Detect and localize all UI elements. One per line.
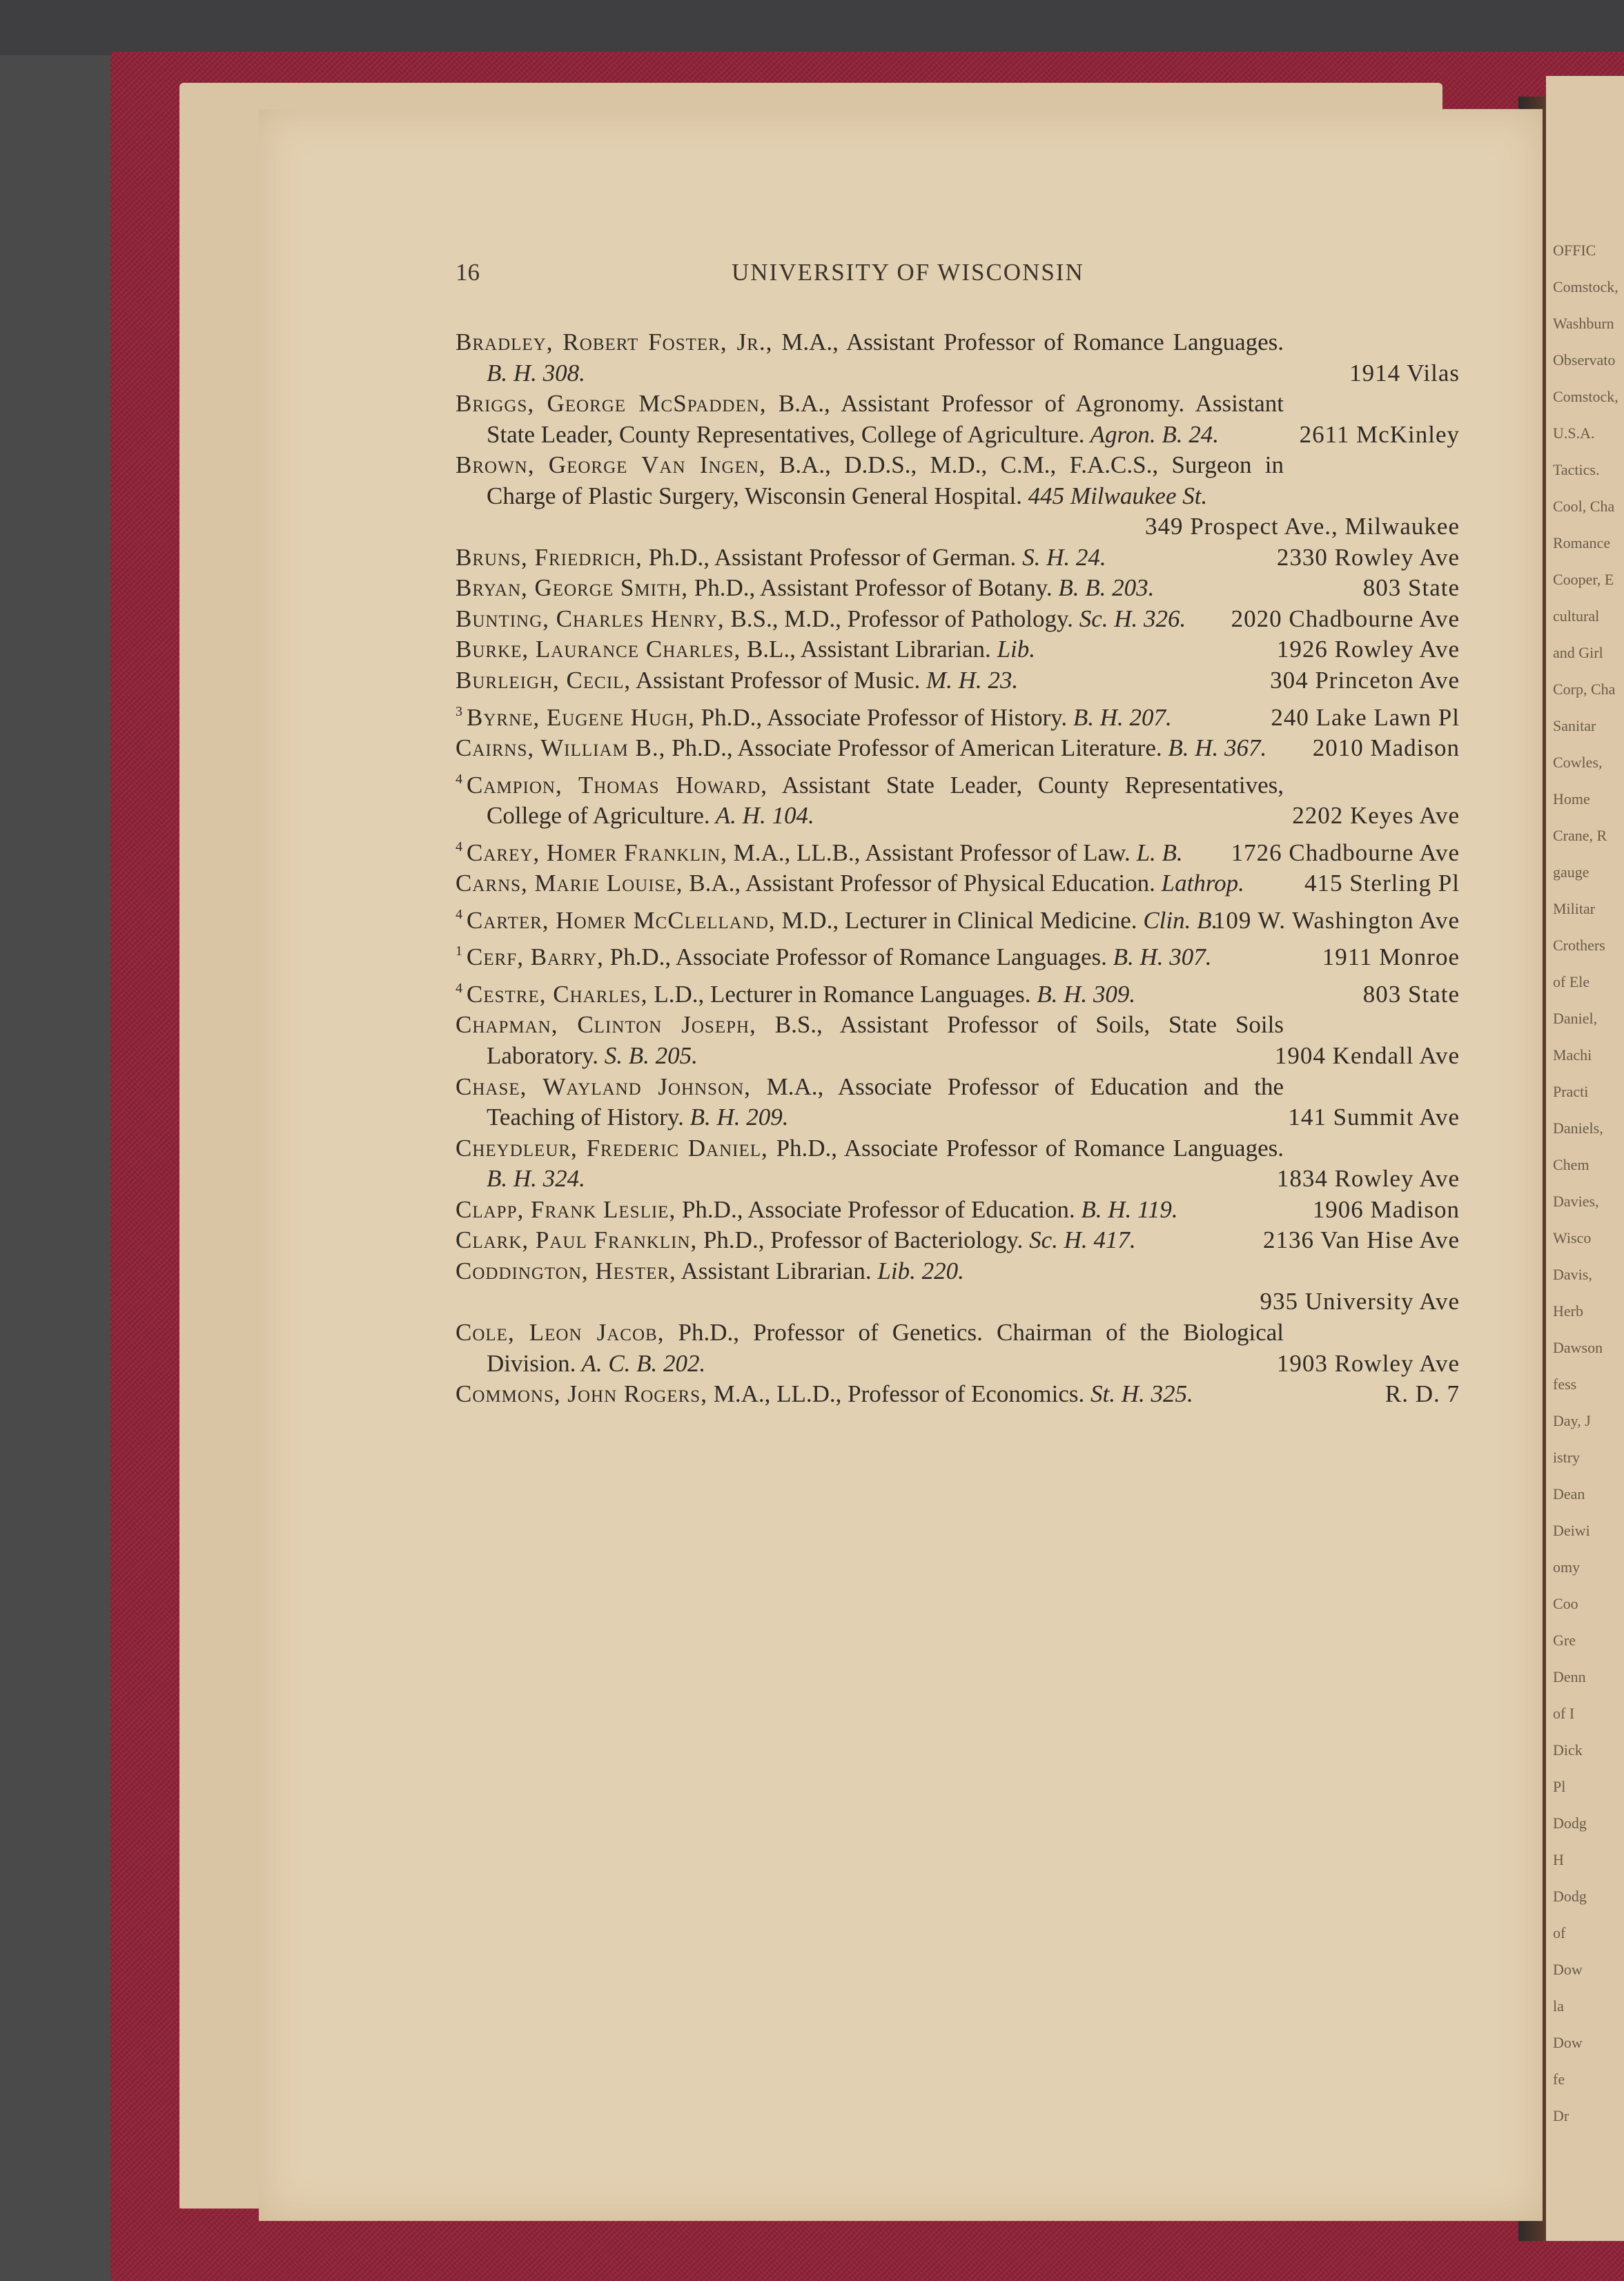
entry-title: Ph.D., Assistant Professor of German. (642, 543, 1017, 571)
directory-entry (456, 1379, 1460, 1410)
entry-name: Byrne, Eugene Hugh, (467, 703, 695, 731)
directory-entry (456, 634, 1460, 665)
directory-entry (456, 1225, 1460, 1256)
entry-title: M.A., Assistant Professor of Romance Languages. (772, 329, 1284, 355)
entry-address: 109 W. Washington Ave (1213, 906, 1460, 934)
facing-page-fragment: OFFIC (1553, 242, 1596, 259)
facing-page-fragment: Daniels, (1553, 1119, 1603, 1137)
running-title: UNIVERSITY OF WISCONSIN (732, 259, 1084, 286)
entry-title: Assistant State Leader, County Representatives, College of Agriculture. (487, 771, 1284, 830)
entry-office: B. H. 308. (487, 359, 585, 386)
entry-office: Lib. (990, 636, 1036, 663)
entry-address: 2010 Madison (1312, 734, 1460, 762)
entry-title: B.L., Assistant Librarian. (741, 636, 991, 663)
entry-description (456, 1256, 1284, 1287)
facing-page-fragment: Romance (1553, 534, 1611, 551)
entry-name: Cestre, Charles, (467, 980, 648, 1008)
facing-page-fragment: Davies, (1553, 1193, 1599, 1210)
entry-title: B.A., D.D.S., M.D., C.M., F.A.C.S., Surgeon in Charge of Plastic Surgery, Wisconsin General Hospital. (487, 451, 1284, 509)
directory-entry (456, 868, 1460, 899)
entry-office: B. B. 203. (1052, 574, 1155, 602)
entry-address: 415 Sterling Pl (1304, 870, 1460, 897)
entry-address: 349 Prospect Ave., Milwaukee (1144, 513, 1460, 540)
facing-page-fragment: Tactics. (1553, 461, 1600, 478)
directory-entry (456, 832, 1460, 869)
entry-title: M.A., LL.B., Assistant Professor of Law. (727, 839, 1131, 866)
facing-page-fragment: Corp, Cha (1553, 681, 1616, 698)
entry-name: Chase, Wayland Johnson, (456, 1073, 751, 1100)
facing-page-fragment: Comstock, (1553, 278, 1618, 295)
directory-entry (456, 899, 1460, 937)
entry-name: Bradley, Robert Foster, Jr., (456, 329, 773, 355)
entry-address: 1903 Rowley Ave (1276, 1349, 1460, 1377)
page-header (456, 259, 1456, 293)
facing-page-fragment: istry (1553, 1449, 1581, 1466)
entry-office: B. H. 307. (1106, 943, 1212, 971)
footnote-mark: 4 (456, 771, 462, 787)
directory-entry (456, 327, 1460, 389)
entry-description (456, 832, 1284, 869)
entry-office: A. H. 104. (710, 802, 814, 830)
directory-entry (456, 1318, 1460, 1379)
entry-description (456, 389, 1284, 450)
entry-name: Coddington, Hester, (456, 1257, 676, 1284)
facing-page-fragment: Dean (1553, 1485, 1585, 1502)
entry-description (456, 899, 1284, 937)
entry-title: Ph.D., Associate Professor of American Literature. (665, 734, 1162, 762)
entry-title: Ph.D., Associate Professor of Romance Languages. (603, 943, 1107, 971)
facing-page-fragment: Dodg (1553, 1814, 1587, 1832)
scanner-background (0, 0, 1624, 55)
entry-title: B.A., Assistant Professor of Physical Education. (683, 870, 1155, 897)
facing-page-fragment: Home (1553, 790, 1590, 807)
entry-office: B. H. 119. (1075, 1195, 1178, 1223)
facing-page-fragment: omy (1553, 1558, 1581, 1576)
facing-page-fragment: H (1553, 1851, 1564, 1868)
entry-name: Cairns, William B., (456, 734, 666, 762)
directory-entry (456, 1010, 1460, 1071)
entry-address: 2136 Van Hise Ave (1263, 1226, 1460, 1254)
entry-description (456, 973, 1284, 1010)
entry-title: M.D., Lecturer in Clinical Medicine. (775, 906, 1137, 934)
facing-page-fragment: fess (1553, 1376, 1577, 1393)
entry-office: B. H. 324. (487, 1165, 585, 1193)
faculty-directory (456, 327, 1460, 1410)
facing-page-fragment: cultural (1553, 607, 1600, 625)
entry-name: Bryan, George Smith, (456, 574, 688, 602)
entry-address: 803 State (1362, 574, 1460, 602)
entry-name: Burke, Laurance Charles, (456, 636, 741, 663)
entry-description (456, 327, 1284, 389)
facing-page-fragment: Cowles, (1553, 754, 1603, 771)
entry-description (456, 1225, 1284, 1256)
facing-page-fragment: Cool, Cha (1553, 498, 1615, 515)
entry-title: Ph.D., Associate Professor of Romance Languages. (767, 1134, 1284, 1162)
entry-title: M.A., Associate Professor of Education and the Teaching of History. (487, 1073, 1284, 1131)
entry-office: B. H. 209. (683, 1104, 789, 1131)
footnote-mark: 4 (456, 839, 462, 854)
entry-name: Clapp, Frank Leslie, (456, 1195, 676, 1223)
entry-office: A. C. B. 202. (576, 1349, 706, 1377)
facing-page-fragment: of Ele (1553, 973, 1590, 990)
entry-office: Sc. H. 326. (1073, 605, 1186, 632)
entry-name: Campion, Thomas Howard, (467, 771, 767, 799)
facing-page-fragment: Day, J (1553, 1412, 1591, 1429)
facing-page-fragment: gauge (1553, 863, 1589, 881)
entry-description (456, 542, 1284, 574)
entry-office: S. H. 24. (1016, 543, 1106, 571)
entry-name: Clark, Paul Franklin, (456, 1226, 698, 1254)
entry-title: Ph.D., Professor of Bacteriology. (697, 1226, 1024, 1254)
entry-address: 141 Summit Ave (1288, 1104, 1460, 1131)
entry-office: Sc. H. 417. (1023, 1226, 1136, 1254)
facing-page-fragment: Crane, R (1553, 827, 1607, 844)
facing-page-fragment: Herb (1553, 1302, 1583, 1320)
facing-page-fragment: Machi (1553, 1046, 1592, 1064)
entry-description (456, 1010, 1284, 1071)
directory-entry (456, 733, 1460, 764)
entry-description (456, 733, 1284, 764)
entry-address: 2020 Chadbourne Ave (1231, 605, 1460, 632)
entry-office: S. B. 205. (598, 1042, 698, 1070)
entry-name: Carns, Marie Louise, (456, 870, 683, 897)
entry-description (456, 634, 1284, 665)
footnote-mark: 1 (456, 943, 462, 959)
footnote-mark: 3 (456, 703, 462, 719)
entry-name: Cole, Leon Jacob, (456, 1318, 665, 1346)
entry-title: B.S., M.D., Professor of Pathology. (724, 605, 1073, 632)
facing-page-fragment: Comstock, (1553, 388, 1618, 405)
entry-office: Lathrop. (1155, 870, 1244, 897)
entry-office: B. H. 309. (1030, 980, 1136, 1008)
facing-page-fragment: Chem (1553, 1156, 1589, 1173)
entry-address: 1911 Monroe (1322, 943, 1460, 971)
facing-page-fragment: Daniel, (1553, 1010, 1598, 1027)
entry-name: Carter, Homer McClelland, (467, 906, 776, 934)
facing-page-fragment: of I (1553, 1705, 1575, 1722)
entry-description (456, 450, 1284, 511)
entry-title: B.A., Assistant Professor of Agronomy. Assistant State Leader, County Representatives, College of Agriculture. (487, 390, 1284, 448)
facing-page-fragment: Militar (1553, 900, 1596, 917)
entry-description (456, 1133, 1284, 1195)
entry-address: 1906 Madison (1312, 1195, 1460, 1223)
entry-office: Clin. B. (1137, 906, 1218, 934)
directory-entry (456, 936, 1460, 973)
facing-page-fragment: Dow (1553, 1961, 1583, 1978)
page-number: 16 (456, 259, 480, 286)
facing-page-fragment: Dodg (1553, 1888, 1587, 1905)
entry-name: Chapman, Clinton Joseph, (456, 1011, 756, 1039)
footnote-mark: 4 (456, 980, 462, 996)
facing-page-fragment: Observato (1553, 351, 1616, 369)
entry-address: 2330 Rowley Ave (1276, 543, 1460, 571)
directory-entry (456, 1133, 1460, 1195)
directory-entry (456, 389, 1460, 450)
entry-description (456, 936, 1284, 973)
entry-title: B.S., Assistant Professor of Soils, State Soils Laboratory. (487, 1011, 1284, 1070)
entry-description (456, 665, 1284, 696)
entry-title: Ph.D., Associate Professor of History. (694, 703, 1068, 731)
directory-entry (456, 665, 1460, 696)
directory-entry (456, 1072, 1460, 1133)
facing-page-fragment: Dr (1553, 2107, 1569, 2124)
directory-entry (456, 573, 1460, 604)
entry-address: 1834 Rowley Ave (1276, 1165, 1460, 1193)
facing-page-fragment: Dow (1553, 2034, 1583, 2051)
entry-title: Ph.D., Assistant Professor of Botany. (687, 574, 1053, 602)
entry-description (456, 604, 1284, 635)
entry-name: Burleigh, Cecil, (456, 667, 632, 694)
facing-page-fragment: Denn (1553, 1668, 1586, 1685)
facing-page-fragment: Practi (1553, 1083, 1589, 1100)
entry-address: 1926 Rowley Ave (1276, 636, 1460, 663)
facing-page-fragment: Coo (1553, 1595, 1578, 1612)
facing-page-fragment: Crothers (1553, 937, 1605, 954)
directory-entry (456, 764, 1460, 832)
entry-address: 240 Lake Lawn Pl (1271, 703, 1460, 731)
entry-office: St. H. 325. (1084, 1380, 1193, 1408)
entry-office: Lib. 220. (871, 1257, 964, 1284)
entry-description (456, 1379, 1284, 1410)
entry-title: Ph.D., Professor of Genetics. Chairman of the Biological Division. (487, 1318, 1284, 1377)
facing-page-fragment: Deiwi (1553, 1522, 1590, 1539)
directory-entry (456, 1256, 1460, 1318)
facing-page-fragment: Gre (1553, 1632, 1576, 1649)
entry-address: R. D. 7 (1385, 1380, 1460, 1408)
directory-entry (456, 973, 1460, 1010)
entry-title: L.D., Lecturer in Romance Languages. (647, 980, 1031, 1008)
directory-entry (456, 542, 1460, 574)
facing-page-fragment: Dick (1553, 1741, 1583, 1759)
entry-office: B. H. 367. (1162, 734, 1267, 762)
entry-title: M.A., LL.D., Professor of Economics. (707, 1380, 1085, 1408)
directory-entry (456, 1195, 1460, 1226)
facing-page-fragment: Pl (1553, 1778, 1566, 1795)
facing-page-fragment: of (1553, 1924, 1566, 1941)
entry-address: 803 State (1362, 980, 1460, 1008)
entry-description (456, 1318, 1284, 1379)
entry-address: 2202 Keyes Ave (1292, 802, 1460, 830)
facing-page-fragment: Dawson (1553, 1339, 1603, 1356)
facing-page-fragment: Washburn (1553, 315, 1614, 332)
entry-description (456, 764, 1284, 832)
entry-address: 935 University Ave (1260, 1288, 1460, 1315)
entry-name: Briggs, George McSpadden, (456, 390, 767, 418)
entry-description (456, 868, 1284, 899)
facing-page (1546, 76, 1624, 2241)
entry-description (456, 573, 1284, 604)
facing-page-fragment: Sanitar (1553, 717, 1596, 734)
facing-page-fragment: Wisco (1553, 1229, 1592, 1246)
entry-office: L. B. (1130, 839, 1183, 866)
entry-name: Brown, George Van Ingen, (456, 451, 766, 479)
entry-title: Ph.D., Associate Professor of Education. (676, 1195, 1075, 1223)
entry-name: Cerf, Barry, (467, 943, 604, 971)
entry-address: 1726 Chadbourne Ave (1231, 839, 1460, 866)
entry-description (456, 1195, 1284, 1226)
entry-title: Assistant Professor of Music. (631, 667, 921, 694)
entry-office: Agron. B. 24. (1084, 420, 1219, 448)
facing-page-fragment: U.S.A. (1553, 424, 1595, 442)
entry-office: B. H. 207. (1067, 703, 1172, 731)
entry-address: 1914 Vilas (1349, 359, 1460, 386)
entry-name: Commons, John Rogers, (456, 1380, 707, 1408)
facing-page-fragment: fe (1553, 2070, 1565, 2088)
directory-entry (456, 450, 1460, 542)
footnote-mark: 4 (456, 906, 462, 922)
facing-page-fragment: la (1553, 1997, 1564, 2015)
facing-page-fragment: and Girl (1553, 644, 1603, 661)
directory-entry (456, 604, 1460, 635)
facing-page-fragment: Cooper, E (1553, 571, 1614, 588)
entry-address: 2611 McKinley (1299, 420, 1460, 448)
entry-address: 1904 Kendall Ave (1274, 1042, 1460, 1070)
entry-name: Bunting, Charles Henry, (456, 605, 725, 632)
entry-name: Bruns, Friedrich, (456, 543, 643, 571)
facing-page-fragment: Davis, (1553, 1266, 1592, 1283)
entry-description (456, 696, 1284, 734)
entry-title: Assistant Librarian. (676, 1257, 872, 1284)
entry-office: 445 Milwaukee St. (1021, 482, 1208, 509)
entry-office: M. H. 23. (920, 667, 1019, 694)
entry-address: 304 Princeton Ave (1270, 667, 1460, 694)
entry-description (456, 1072, 1284, 1133)
entry-name: Carey, Homer Franklin, (467, 839, 727, 866)
entry-name: Cheydleur, Frederic Daniel, (456, 1134, 768, 1162)
directory-entry (456, 696, 1460, 734)
